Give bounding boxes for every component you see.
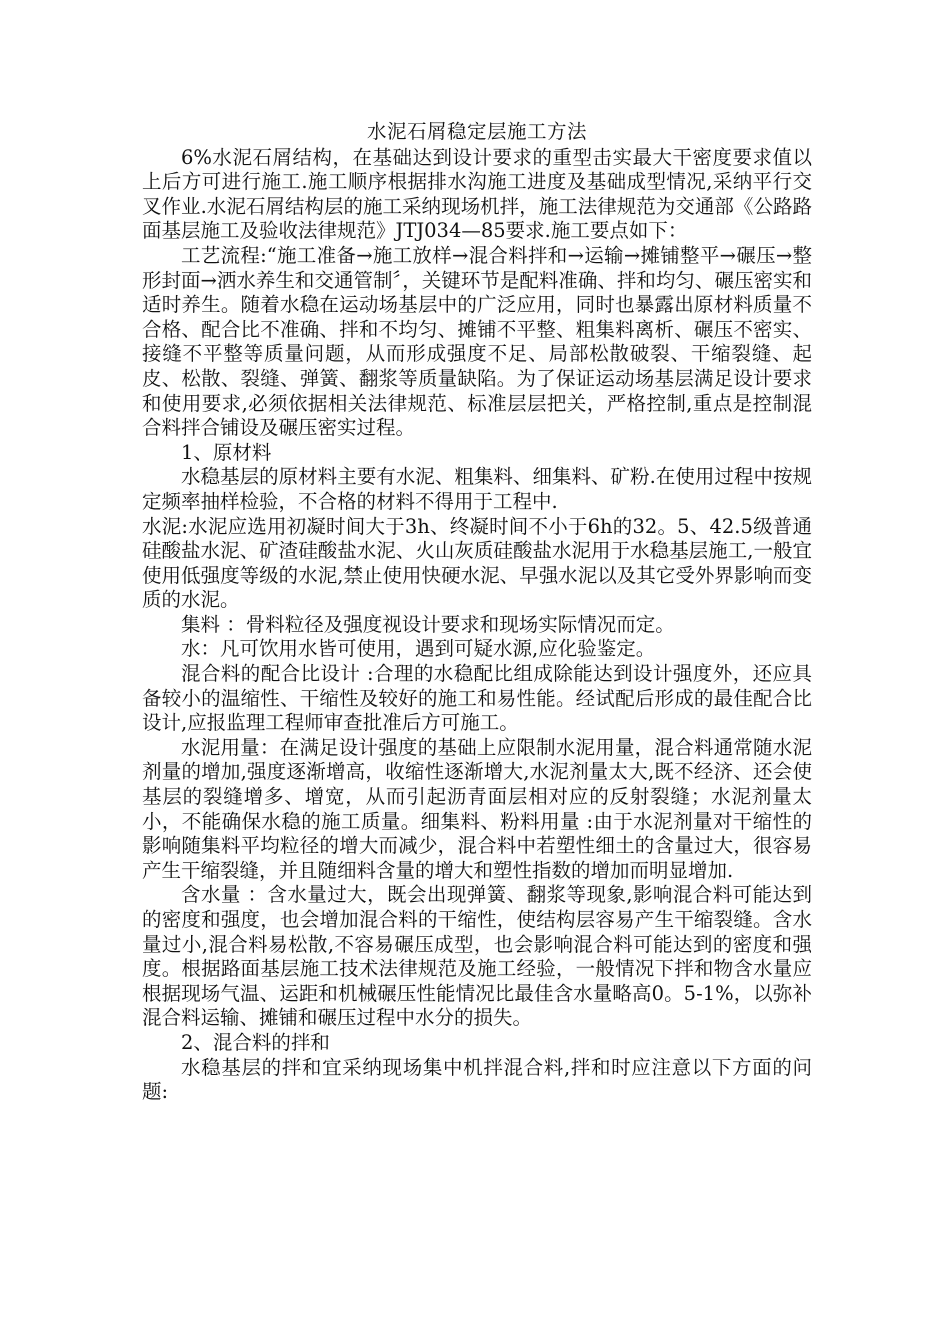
water-content-paragraph: 含水量 ：含水量过大，既会出现弹簧、翻浆等现象,影响混合料可能达到的密度和强度，也会增加混合料的干缩性，使结构层容易产生干缩裂缝。含水量过小,混合料易松散,不容易碾压成型，也会影响混合料可能达到的密度和强度。根据路面基层施工技术法律规范及施工经验，一般情况下拌和物含水量应根据现场气温、运距和机械碾压性能情况比最佳含水量略高0。5-1%，以弥补混合料运输、摊铺和碾压过程中水分的损失。 xyxy=(142,883,812,1030)
mixing-paragraph: 水稳基层的拌和宜采纳现场集中机拌混合料,拌和时应注意以下方面的问题: xyxy=(142,1055,812,1104)
process-flow-paragraph: 工艺流程:“施工准备→施工放样→混合料拌和→运输→摊铺整平→碾压→整形封面→洒水养生和交通管制〞，关键环节是配料准确、拌和均匀、碾压密实和适时养生。随着水稳在运动场基层中的广泛应用，同时也暴露出原材料质量不合格、配合比不准确、拌和不均匀、摊铺不平整、粗集料离析、碾压不密实、接缝不平整等质量问题，从而形成强度不足、局部松散破裂、干缩裂缝、起皮、松散、裂缝、弹簧、翻浆等质量缺陷。为了保证运动场基层满足设计要求和使用要求,必须依据相关法律规范、标准层层把关，严格控制,重点是控制混合料拌合铺设及碾压密实过程。 xyxy=(142,243,812,440)
cement-dosage-paragraph: 水泥用量：在满足设计强度的基础上应限制水泥用量，混合料通常随水泥剂量的增加,强度逐渐增高，收缩性逐渐增大,水泥剂量太大,既不经济、还会使基层的裂缝增多、增宽，从而引起沥青面层相对应的反射裂缝；水泥剂量太小，不能确保水稳的施工质量。细集料、粉料用量 :由于水泥剂量对干缩性的影响随集料平均粒径的增大而减少，混合料中若塑性细土的含量过大，很容易产生干缩裂缝，并且随细料含量的增大和塑性指数的增加而明显增加. xyxy=(142,735,812,882)
mix-design-paragraph: 混合料的配合比设计 :合理的水稳配比组成除能达到设计强度外，还应具备较小的温缩性、干缩性及较好的施工和易性能。经试配后形成的最佳配合比设计,应报监理工程师审查批准后方可施工。 xyxy=(142,662,812,735)
cement-paragraph: 水泥:水泥应选用初凝时间大于3h、终凝时间不小于6h的32。5、42.5级普通硅酸盐水泥、矿渣硅酸盐水泥、火山灰质硅酸盐水泥用于水稳基层施工,一般宜使用低强度等级的水泥,禁止使用快硬水泥、早强水泥以及其它受外界影响而变质的水泥。 xyxy=(142,514,812,612)
document-title: 水泥石屑稳定层施工方法 xyxy=(366,120,587,143)
water-paragraph: 水：凡可饮用水皆可使用，遇到可疑水源,应化验鉴定。 xyxy=(181,637,656,661)
raw-materials-paragraph: 水稳基层的原材料主要有水泥、粗集料、细集料、矿粉.在使用过程中按规定频率抽样检验，不合格的材料不得用于工程中. xyxy=(142,465,812,513)
section-heading-raw-materials: 1、原材料 xyxy=(181,440,272,464)
intro-paragraph: 6%水泥石屑结构，在基础达到设计要求的重型击实最大干密度要求值以上后方可进行施工.施工顺序根据排水沟施工进度及基础成型情况,采纳平行交叉作业.水泥石屑结构层的施工采纳现场机拌，施工法律规范为交通部《公路路面基层施工及验收法律规范》JTJ034—85要求.施工要点如下： xyxy=(142,145,812,243)
document-page xyxy=(142,120,812,1105)
aggregate-paragraph: 集料 ：骨料粒径及强度视设计要求和现场实际情况而定。 xyxy=(181,612,675,636)
section-heading-mixing: 2、混合料的拌和 xyxy=(181,1030,330,1054)
